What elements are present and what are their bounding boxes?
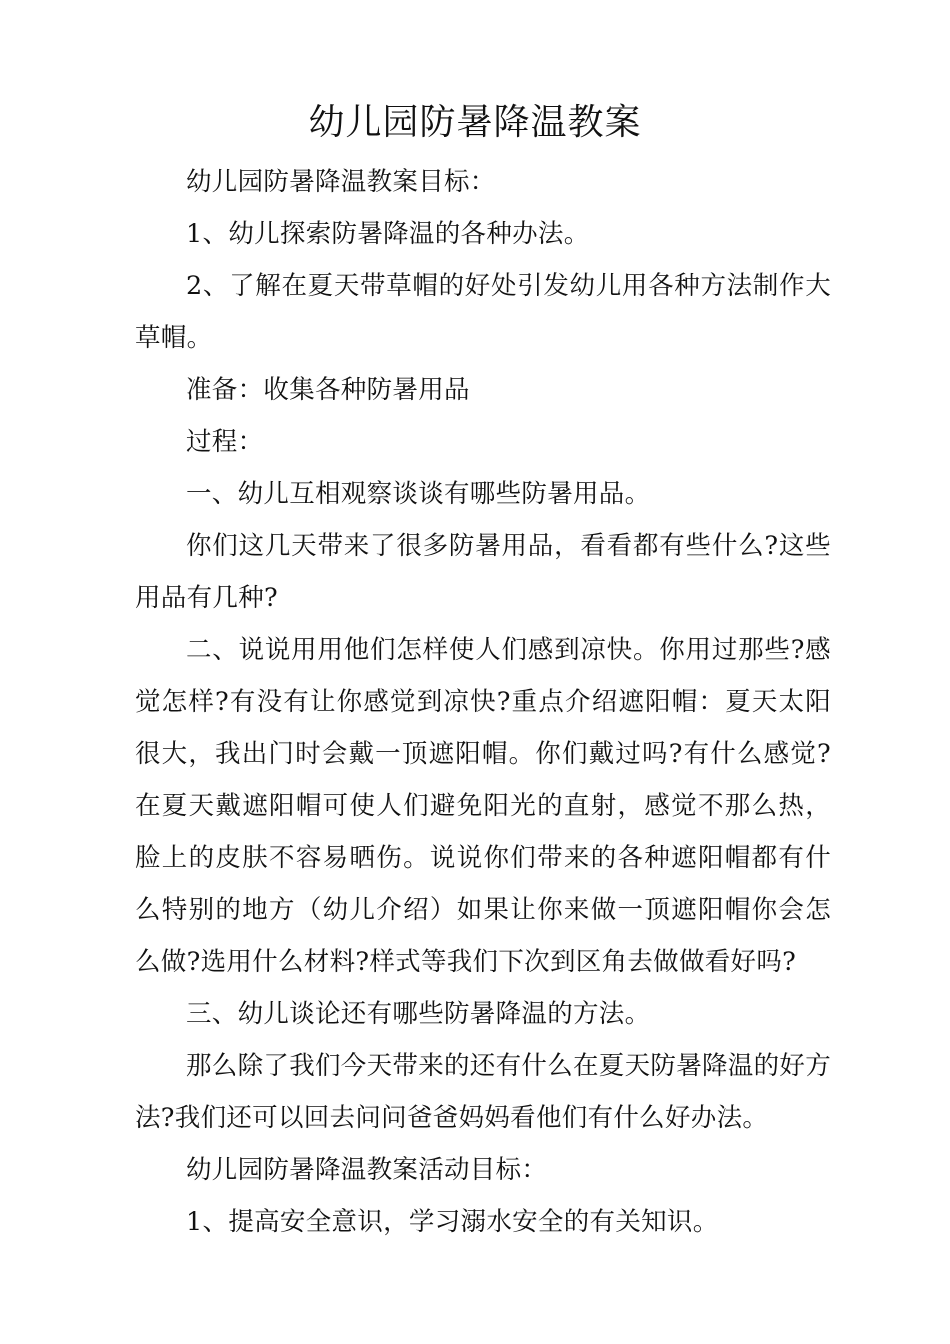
paragraph-activity-goals-heading: 幼儿园防暑降温教案活动目标： — [186, 1155, 548, 1185]
paragraph-preparation: 准备：收集各种防暑用品 — [186, 375, 470, 405]
paragraph-step-3: 三、幼儿谈论还有哪些防暑降温的方法。 — [186, 999, 651, 1029]
paragraph-goal-2: 2、了解在夏天带草帽的好处引发幼儿用各种方法制作大草帽。 — [135, 271, 831, 353]
paragraph-step-2: 二、说说用用他们怎样使人们感到凉快。你用过那些?感觉怎样?有没有让你感觉到凉快?重点介绍遮阳帽：夏天太阳很大，我出门时会戴一顶遮阳帽。你们戴过吗?有什么感觉?在夏天戴遮阳帽可使人们避免阳光的直射，感觉不那么热，脸上的皮肤不容易晒伤。说说你们带来的各种遮阳帽都有什么特别的地方（幼儿介绍）如果让你来做一顶遮阳帽你会怎么做?选用什么材料?样式等我们下次到区角去做做看好吗? — [135, 635, 831, 977]
paragraph-goals-heading: 幼儿园防暑降温教案目标： — [186, 167, 496, 197]
paragraph-goal-1: 1、幼儿探索防暑降温的各种办法。 — [186, 219, 590, 249]
document-body — [135, 156, 831, 1248]
paragraph-process-heading: 过程： — [186, 427, 264, 457]
paragraph-step-1-detail: 你们这几天带来了很多防暑用品，看看都有些什么?这些用品有几种? — [135, 531, 831, 613]
paragraph-step-3-detail: 那么除了我们今天带来的还有什么在夏天防暑降温的好方法?我们还可以回去问问爸爸妈妈看他们有什么好办法。 — [135, 1051, 832, 1133]
paragraph-step-1: 一、幼儿互相观察谈谈有哪些防暑用品。 — [186, 479, 651, 509]
document-title: 幼儿园防暑降温教案 — [308, 102, 642, 143]
paragraph-activity-goal-1: 1、提高安全意识，学习溺水安全的有关知识。 — [186, 1207, 719, 1237]
